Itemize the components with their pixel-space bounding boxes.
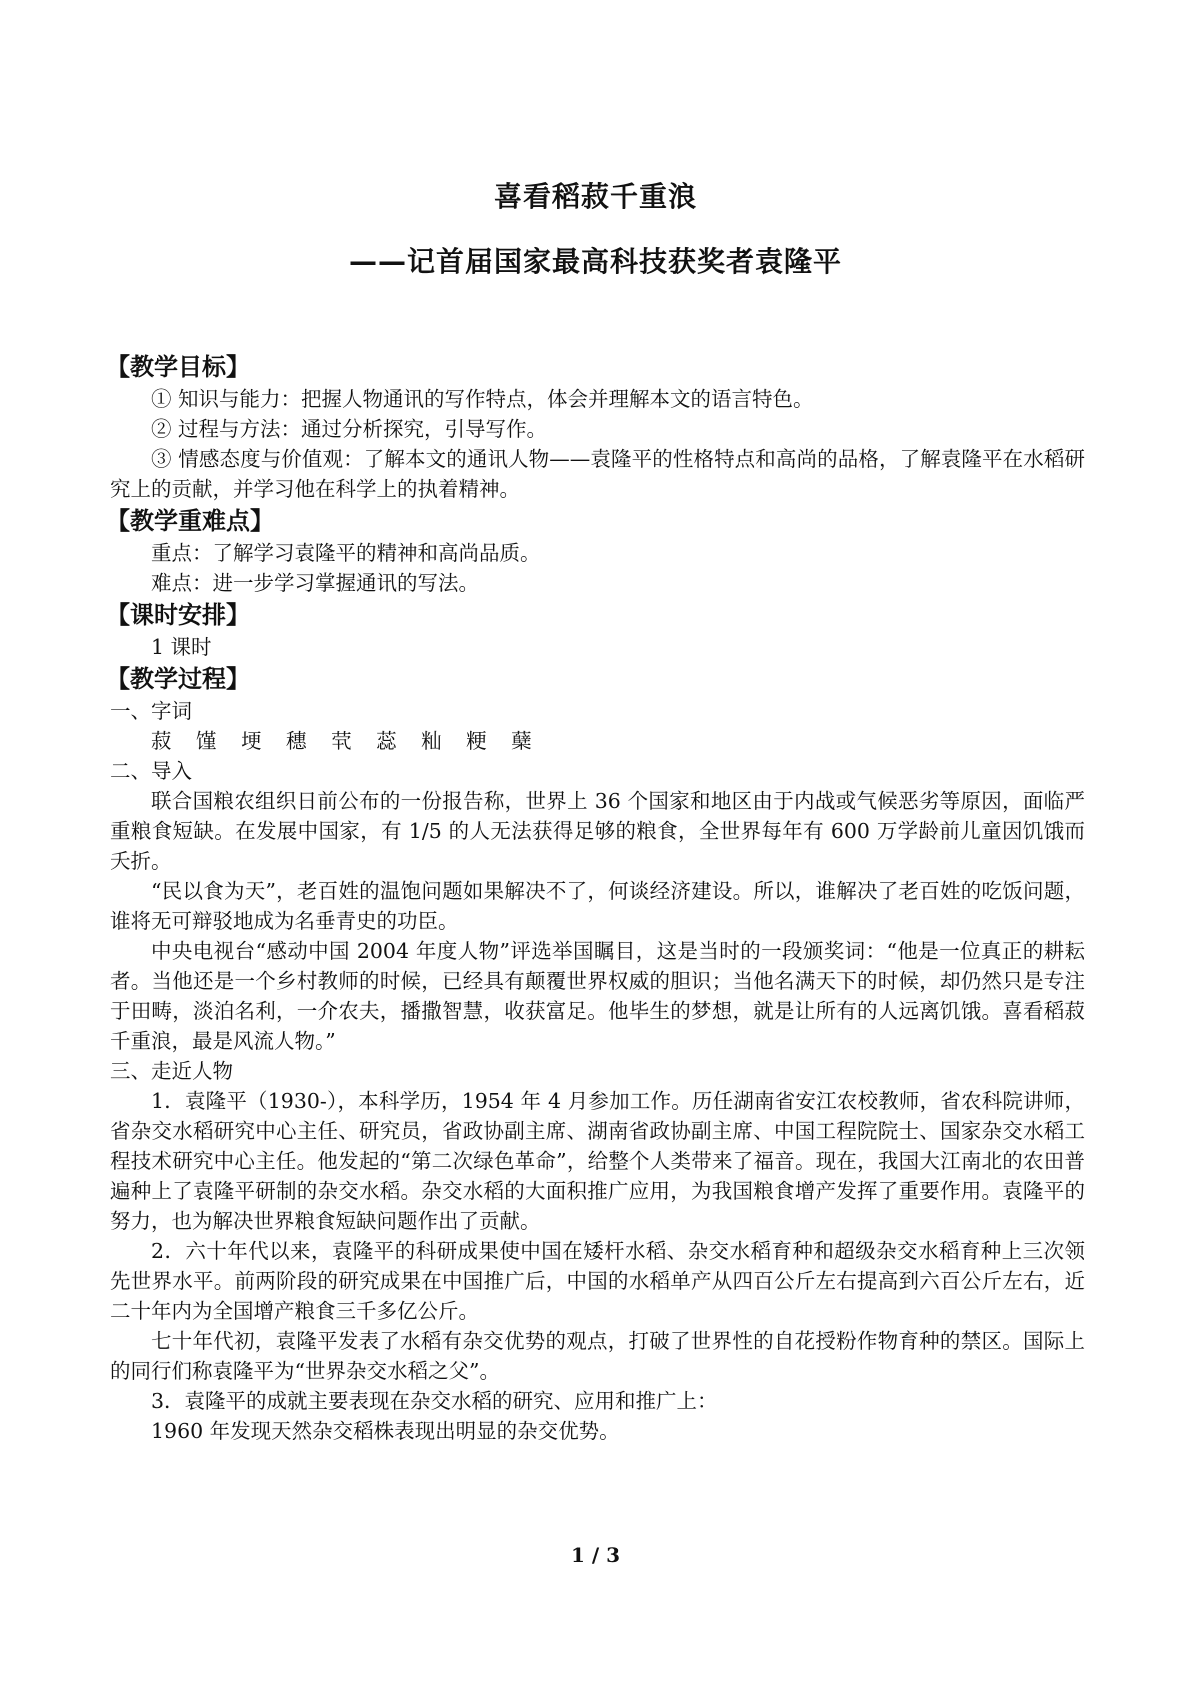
part-label-person: 三、走近人物 [110,1059,233,1083]
paragraph: 七十年代初，袁隆平发表了水稻有杂交优势的观点，打破了世界性的自花授粉作物育种的禁区。国际上的同行们称袁隆平为“世界杂交水稻之父”。 [110,1329,1085,1383]
section-heading-key-points: 【教学重难点】 [106,507,274,535]
paragraph: 中央电视台“感动中国 2004 年度人物”评选举国瞩目，这是当时的一段颁奖词：“他是一位真正的耕耘者。当他还是一个乡村教师的时候，已经具有颠覆世界权威的胆识；当他名满天下的时候，却仍然只是专注于田畴，淡泊名利，一介农夫，播撒智慧，收获富足。他毕生的梦想，就是让所有的人远离饥饿。喜看稻菽千重浪，最是风流人物。” [110,939,1085,1053]
paragraph: 3．袁隆平的成就主要表现在杂交水稻的研究、应用和推广上： [151,1389,718,1413]
paragraph: 1960 年发现天然杂交稻株表现出明显的杂交优势。 [151,1419,620,1443]
schedule-text: 1 课时 [151,635,212,659]
section-heading-process: 【教学过程】 [106,665,250,693]
objective-item: ① 知识与能力：把握人物通讯的写作特点，体会并理解本文的语言特色。 [151,387,814,411]
section-heading-schedule: 【课时安排】 [106,601,250,629]
objective-item: ② 过程与方法：通过分析探究，引导写作。 [151,417,548,441]
paragraph: “民以食为天”，老百姓的温饱问题如果解决不了，何谈经济建设。所以，谁解决了老百姓的吃饭问题，谁将无可辩驳地成为名垂青史的功臣。 [110,879,1085,933]
objective-item: ③ 情感态度与价值观：了解本文的通讯人物——袁隆平的性格特点和高尚的品格，了解袁隆平在水稻研究上的贡献，并学习他在科学上的执着精神。 [110,447,1085,501]
part-label-vocabulary: 一、字词 [110,699,192,723]
paragraph: 联合国粮农组织日前公布的一份报告称，世界上 36 个国家和地区由于内战或气候恶劣等原因，面临严重粮食短缺。在发展中国家，有 1/5 的人无法获得足够的粮食，全世界每年有 600 万学龄前儿童因饥饿而夭折。 [110,789,1085,873]
document-title: 喜看稻菽千重浪 [493,180,697,213]
paragraph: 2．六十年代以来，袁隆平的科研成果使中国在矮杆水稻、杂交水稻育种和超级杂交水稻育种上三次领先世界水平。前两阶段的研究成果在中国推广后，中国的水稻单产从四百公斤左右提高到六百公斤左右，近二十年内为全国增产粮食三千多亿公斤。 [110,1239,1085,1323]
key-point-item: 难点：进一步学习掌握通讯的写法。 [151,571,479,595]
section-heading-objectives: 【教学目标】 [106,353,250,381]
document-body [106,350,1085,1446]
document-subtitle: ——记首届国家最高科技获奖者袁隆平 [348,245,842,278]
page-number: 1 / 3 [570,1543,621,1567]
vocabulary-chars: 菽 馑 埂 穗 茕 蕊 籼 粳 蘖 [151,729,534,753]
paragraph: 1．袁隆平（1930-），本科学历，1954 年 4 月参加工作。历任湖南省安江农校教师，省农科院讲师，省杂交水稻研究中心主任、研究员，省政协副主席、湖南省政协副主席、中国工程院院士、国家杂交水稻工程技术研究中心主任。他发起的“第二次绿色革命”，给整个人类带来了福音。现在，我国大江南北的农田普遍种上了袁隆平研制的杂交水稻。杂交水稻的大面积推广应用，为我国粮食增产发挥了重要作用。袁隆平的努力，也为解决世界粮食短缺问题作出了贡献。 [110,1089,1085,1233]
key-point-item: 重点：了解学习袁隆平的精神和高尚品质。 [151,541,541,565]
part-label-introduction: 二、导入 [110,759,192,783]
